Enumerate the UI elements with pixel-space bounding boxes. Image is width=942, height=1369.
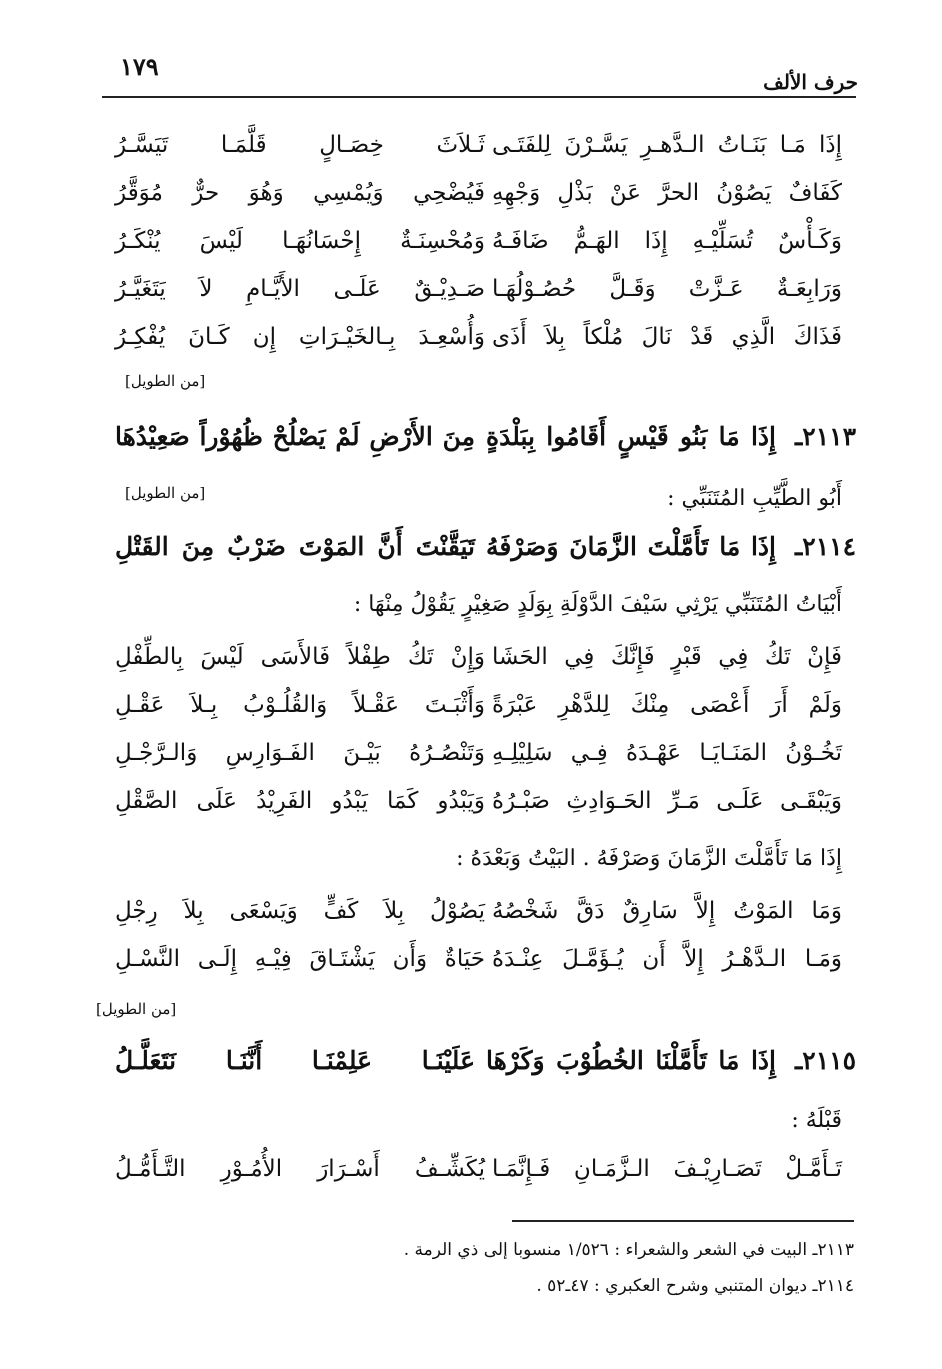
meter-label: [من الطويل] <box>96 1000 177 1018</box>
hemistich-first: وَمَـا الـدَّهْـرُ إِلاَّ أَن يُـؤَمَّـلَ عِنْـدَهُ <box>492 946 842 972</box>
hemistich-second: وَإِنْ تَكُ طِفْلاً فَالأَسَى لَيْسَ بِالطِّفْلِ <box>115 644 485 670</box>
entry-number: ٢١١٥ـ <box>794 1046 856 1075</box>
page-number: ١٧٩ <box>120 52 159 81</box>
hemistich-second: صَـدِيْـقٌ عَلَـى الأَيَّـامِ لاَ يَتَغَيَّـرُ <box>115 276 485 302</box>
hemistich-second: مِنَ الأَرْضِ لَمْ يَصْلُحْ ظُهُوْراً صَعِيْدُهَا <box>115 422 475 451</box>
header-rule <box>102 96 856 98</box>
numbered-verse-2113 <box>115 422 856 470</box>
meter-label: [من الطويل] <box>125 484 206 502</box>
before-label: قَبْلَهُ : <box>791 1108 842 1133</box>
hemistich-second: وَمُحْسِنَـةٌ إِحْسَانُهَـا لَيْسَ يُنْكَـرُ <box>115 228 485 254</box>
hemistich-first: فَذَاكَ الَّذِي قَدْ نَالَ مُلْكاً بِلاَ أَذَى <box>492 324 842 350</box>
entry-number: ٢١١٤ـ <box>794 532 856 561</box>
hemistich-second: وَيَبْدُو كَمَا يَبْدُو الفَرِيْدُ عَلَى الصَّقْلِ <box>115 788 485 814</box>
verse-line <box>115 180 842 224</box>
footnote-rule <box>512 1220 854 1222</box>
hemistich-first: تَخُـوْنُ المَنَـايَـا عَهْـدَهُ فِـي سَلِيْلِـهِ <box>492 740 842 766</box>
verse-line <box>115 644 842 688</box>
chapter-title: حرف الألف <box>763 70 858 94</box>
poet-attribution: أَبُو الطَّيِّبِ المُتَنَبِّي : <box>667 486 842 511</box>
hemistich-second: يَصُوْلُ بِلاَ كَفٍّ وَيَسْعَى بِلاَ رِجْلِ <box>115 898 485 924</box>
hemistich-first: تَـأَمَّـلْ تَصَـارِيْـفَ الـزَّمَـانِ فَـإِنَّمَـا <box>492 1156 842 1182</box>
hemistich-first: وَمَا المَوْتُ إِلاَّ سَارِقٌ دَقَّ شَخْصُهُ <box>492 898 842 924</box>
hemistich-second: فَيُضْحِي وَيُمْسِي وَهُوَ حرٌّ مُوَقَّرُ <box>115 180 485 206</box>
hemistich-second: ثَـلاَثَ خِصَـالٍ قَلَّمَـا تَيَسَّـرُ <box>115 132 485 158</box>
meter-label: [من الطويل] <box>125 372 206 390</box>
verse-line <box>115 788 842 832</box>
hemistich-first: إِذَا مَـا بَنَـاتُ الـدَّهـرِ يَسَّـرْنَ لِلفَتَـى <box>492 132 842 158</box>
hemistich-second: وَأَثْبَـتَ عَقْـلاً وَالقُلُـوْبُ بِـلاَ عَقْـلِ <box>115 692 485 718</box>
verse-line <box>115 132 842 176</box>
hemistich-first: كَفَافٌ يَصُوْنُ الحرَّ عَنْ بَذْلِ وَجْهِهِ <box>492 180 842 206</box>
entry-number: ٢١١٣ـ <box>794 422 856 451</box>
footnote-2114: ٢١١٤ـ ديوان المتنبي وشرح العكبري : ٤٧ـ٥٢ . <box>536 1276 854 1296</box>
verse-line <box>115 946 842 990</box>
footnote-2113: ٢١١٣ـ البيت في الشعر والشعراء : ١/٥٢٦ منسوبا إلى ذي الرمة . <box>403 1240 854 1260</box>
hemistich-second: عَلَيْنَـا عَلِمْنَـا أَنَّنَـا نَتَعَلَّـلُ <box>115 1046 475 1075</box>
verse-line <box>115 324 842 368</box>
numbered-verse-2115 <box>115 1046 856 1094</box>
hemistich-first: وَلَمْ أَرَ أَعْصَى مِنْكَ لِلدَّهْرِ عَبْرَةً <box>492 692 842 718</box>
verse-line <box>115 740 842 784</box>
transition-line: إِذَا مَا تَأَمَّلْتَ الزَّمَانَ وَصَرْفَهُ . البَيْتُ وَبَعْدَهُ : <box>456 846 842 871</box>
intro-paragraph: أَبْيَاتُ المُتَنَبِّي يَرْثِي سَيْفَ الدَّوْلَةِ بِوَلَدٍ صَغِيْرٍ يَقُوْلُ مِنْهَا : <box>353 592 842 617</box>
numbered-verse-2114 <box>115 532 856 580</box>
hemistich-second: تَيَقَّنْتَ أَنَّ المَوْتَ ضَرْبٌ مِنَ القَتْلِ <box>115 532 475 561</box>
hemistich-second: وَتَنْصُـرُهُ بَيْـنَ الفَـوَارِسِ وَالـرَّجْـلِ <box>115 740 485 766</box>
hemistich-second: يُكَشِّـفُ أَسْـرَارَ الأُمُـوْرِ التَّـأَمُّـلُ <box>115 1156 485 1182</box>
hemistich-first: وَكَـأْسٌ تُسَلِّيْـهِ إِذَا الهَـمُّ ضَافَـهُ <box>492 228 842 254</box>
hemistich-first: وَيَبْقَـى عَلَـى مَـرِّ الحَـوَادِثِ صَبْـرُهُ <box>492 788 842 814</box>
hemistich-first: وَرَابِعَـةٌ عَـزَّتْ وَقَـلَّ حُصُـوْلُهَـا <box>492 276 842 302</box>
hemistich-second: حَيَاةٌ وَأَن يَشْتَـاقَ فِيْـهِ إِلَـى النَّسْـلِ <box>115 946 485 972</box>
verse-line <box>115 228 842 272</box>
verse-line <box>115 1156 842 1200</box>
hemistich-first: إِذَا مَا بَنُو قَيْسٍ أَقَامُوا بِبَلْدَةٍ <box>486 422 776 451</box>
hemistich-second: وَأُسْعِـدَ بِـالخَيْـرَاتِ إِن كَـانَ يُفْكِـرُ <box>115 324 485 350</box>
hemistich-first: فَإِنْ تَكُ فِي قَبْرٍ فَإِنَّكَ فِي الحَشَا <box>492 644 842 670</box>
verse-line <box>115 898 842 942</box>
hemistich-first: إِذَا مَا تَأَمَّلْتَ الزَّمَانَ وَصَرْفَهُ <box>486 532 776 561</box>
hemistich-first: إِذَا مَا تَأَمَّلْنَا الخُطُوْبَ وَكَرْهَا <box>486 1046 776 1075</box>
verse-line <box>115 276 842 320</box>
verse-line <box>115 692 842 736</box>
